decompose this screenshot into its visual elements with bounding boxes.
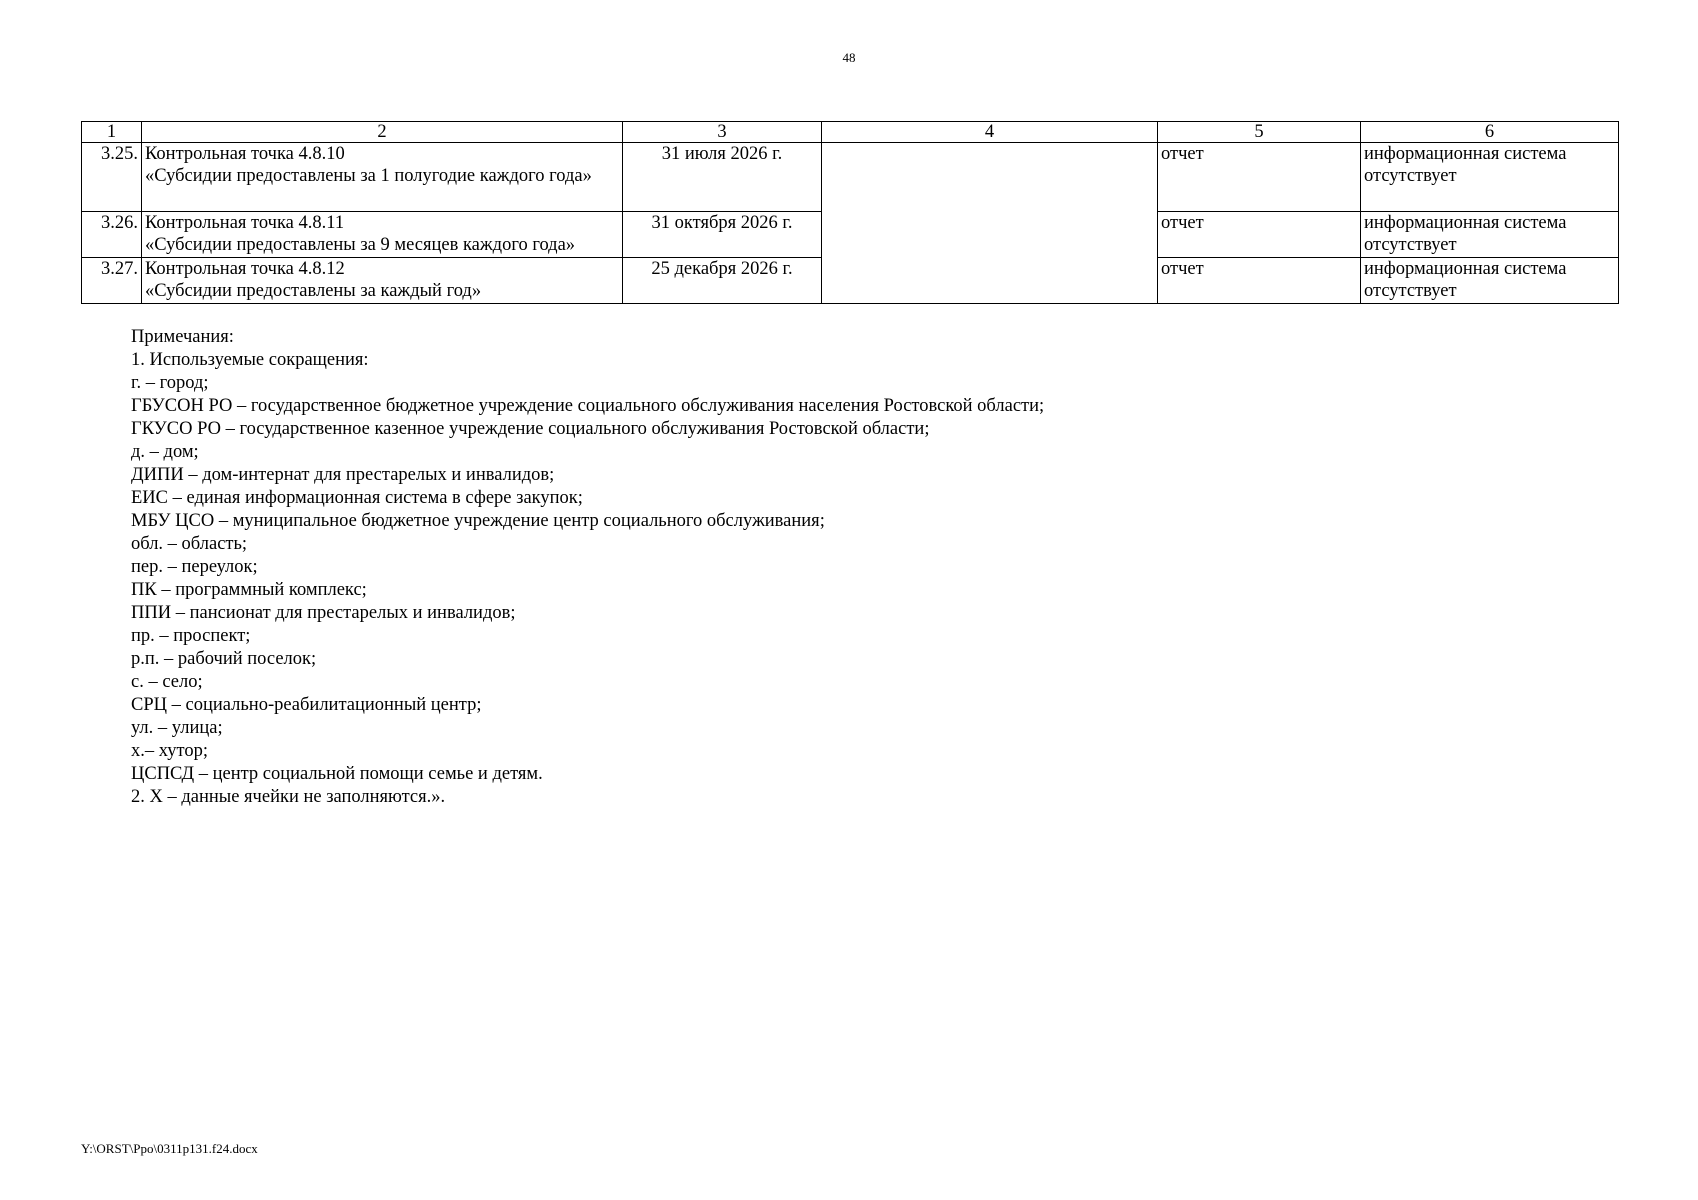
control-points-table: [81, 121, 1619, 304]
header-cell-6: 6: [1361, 122, 1619, 143]
table-row: [82, 143, 1619, 212]
note-line: ППИ – пансионат для престарелых и инвалидов;: [131, 603, 516, 623]
row-number: 3.25.: [82, 143, 142, 212]
notes-section: [131, 326, 1581, 809]
row-document: отчет: [1158, 143, 1361, 212]
header-cell-4: 4: [822, 122, 1158, 143]
note-line: ЦСПСД – центр социальной помощи семье и детям.: [131, 764, 543, 784]
note-line: ГКУСО РО – государственное казенное учреждение социального обслуживания Ростовской области;: [131, 419, 930, 439]
row-description: [142, 258, 623, 304]
note-line: СРЦ – социально-реабилитационный центр;: [131, 695, 482, 715]
file-path-footer: Y:\ORST\Ppo\0311p131.f24.docx: [81, 1141, 258, 1156]
header-cell-1: 1: [82, 122, 142, 143]
header-cell-3: 3: [623, 122, 822, 143]
note-line: х.– хутор;: [131, 741, 209, 761]
note-line: 1. Используемые сокращения:: [131, 350, 369, 370]
table-header-row: [82, 122, 1619, 143]
row-number: 3.27.: [82, 258, 142, 304]
control-point-desc: «Субсидии предоставлены за каждый год»: [145, 281, 482, 301]
row-description: [142, 143, 623, 212]
row-document: отчет: [1158, 258, 1361, 304]
page-number: 48: [842, 50, 856, 65]
note-line: р.п. – рабочий поселок;: [131, 649, 317, 669]
note-line: пер. – переулок;: [131, 557, 258, 577]
note-line: д. – дом;: [131, 442, 199, 462]
header-cell-2: 2: [142, 122, 623, 143]
row-system: информационная система отсутствует: [1361, 143, 1619, 212]
note-line: обл. – область;: [131, 534, 248, 554]
control-point-title: Контрольная точка 4.8.12: [145, 259, 345, 279]
note-line: с. – село;: [131, 672, 203, 692]
row-system: информационная система отсутствует: [1361, 258, 1619, 304]
note-line: ул. – улица;: [131, 718, 223, 738]
row-number: 3.26.: [82, 212, 142, 258]
header-cell-5: 5: [1158, 122, 1361, 143]
note-line: МБУ ЦСО – муниципальное бюджетное учреждение центр социального обслуживания;: [131, 511, 825, 531]
row-system: информационная система отсутствует: [1361, 212, 1619, 258]
note-line: ДИПИ – дом-интернат для престарелых и инвалидов;: [131, 465, 555, 485]
row-date: 31 октября 2026 г.: [623, 212, 822, 258]
control-point-desc: «Субсидии предоставлены за 1 полугодие каждого года»: [145, 166, 592, 186]
notes-heading: Примечания:: [131, 327, 234, 347]
note-line: 2. Х – данные ячейки не заполняются.».: [131, 787, 446, 807]
row-date: 25 декабря 2026 г.: [623, 258, 822, 304]
row-date: 31 июля 2026 г.: [623, 143, 822, 212]
row-description: [142, 212, 623, 258]
note-line: г. – город;: [131, 373, 209, 393]
note-line: ПК – программный комплекс;: [131, 580, 367, 600]
note-line: ЕИС – единая информационная система в сфере закупок;: [131, 488, 583, 508]
control-point-title: Контрольная точка 4.8.11: [145, 213, 345, 233]
note-line: пр. – проспект;: [131, 626, 251, 646]
control-point-title: Контрольная точка 4.8.10: [145, 144, 345, 164]
note-line: ГБУСОН РО – государственное бюджетное учреждение социального обслуживания населения Ростовской области;: [131, 396, 1045, 416]
control-point-desc: «Субсидии предоставлены за 9 месяцев каждого года»: [145, 235, 576, 255]
row-empty-cell: [822, 143, 1158, 304]
row-document: отчет: [1158, 212, 1361, 258]
